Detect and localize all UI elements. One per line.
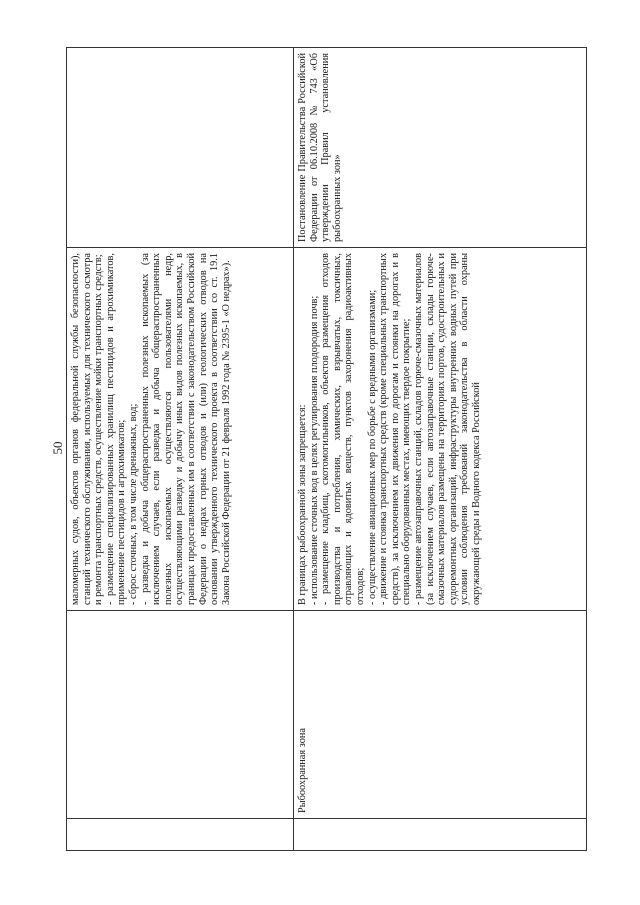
zone-name-cell — [67, 611, 294, 819]
zone-name: Рыбоохранная зона — [297, 728, 308, 813]
row-number-cell — [67, 819, 294, 851]
table-row — [67, 48, 294, 851]
requirement-text: - сброс сточных, в том числе дренажных, вод; — [127, 403, 139, 605]
legal-basis-cell — [294, 48, 587, 248]
requirement-text: маломерных судов, объектов органов федеральной службы безопасности), станций технического обслуживания, используемых для технического осмотра и ремонта транспортных средств, осуществление мойки транспортных средств; — [70, 253, 105, 605]
row-number-cell — [294, 819, 587, 851]
legal-basis-cell — [67, 48, 294, 248]
requirement-text: - размещение автозаправочных станций, складов горюче-смазочных материалов (за исключением случаев, если автозаправочные станции, склады горюче-смазочных материалов размещены на территориях портов, судостроительных и судоремонтных организаций, инфраструктуры внутренних водных путей при условии соблюдения требований законодательства в области охраны окружающей среды и Водного кодекса Российской — [412, 253, 482, 605]
requirements-cell — [294, 248, 587, 611]
requirement-text: - осуществление авиационных мер по борьбе с вредными организмами; — [366, 289, 378, 605]
rotated-table-page — [66, 48, 586, 851]
legal-basis-text: Постановление Правительства Российской Федерации от 06.10.2008 № 743 «Об утверждении Правил установления рыбоохранных зон» — [297, 53, 343, 242]
requirement-text: - движение и стоянка транспортных средств (кроме специальных транспортных средств), за исключением их движения по дорогам и стоянки на дорогах и в специально оборудованных местах, имеющих твердое покрытие; — [378, 253, 413, 605]
zone-name-cell — [294, 611, 587, 819]
requirement-text: В границах рыбоохранной зоны запрещается: — [297, 404, 308, 605]
requirement-text: - размещение кладбищ, скотомогильников, объектов размещения отходов производства и потребления, химических, взрывчатых, токсичных, отравляющих и ядовитых веществ, пунктов захоронения радиоактивных отходов; — [320, 253, 366, 605]
requirement-text: - использование сточных вод в целях регулирования плодородия почв; — [308, 295, 320, 605]
requirement-text: - разведка и добыча общераспространенных полезных ископаемых (за исключением случаев, если разведка и добыча общераспространенных полезных ископаемых осуществляются пользователями недр, осуществляющими разведку и добычу иных видов полезных ископаемых, в границах предоставленных им в соответствии с законодательством Российской Федерации о недрах горных отводов и (или) геологических отводов на основании утвержденного технического проекта в соответствии со ст. 19.1 Закона Российской Федерации от 21 февраля 1992 года № 2395-1 «О недрах»). — [139, 253, 232, 605]
restrictions-table — [66, 47, 587, 851]
requirement-text: - размещение специализированных хранилищ пестицидов и агрохимикатов, применение пестицидов и агрохимикатов; — [104, 253, 128, 605]
table-row — [294, 48, 587, 851]
requirements-cell — [67, 248, 294, 611]
page-number: 50 — [50, 441, 65, 455]
